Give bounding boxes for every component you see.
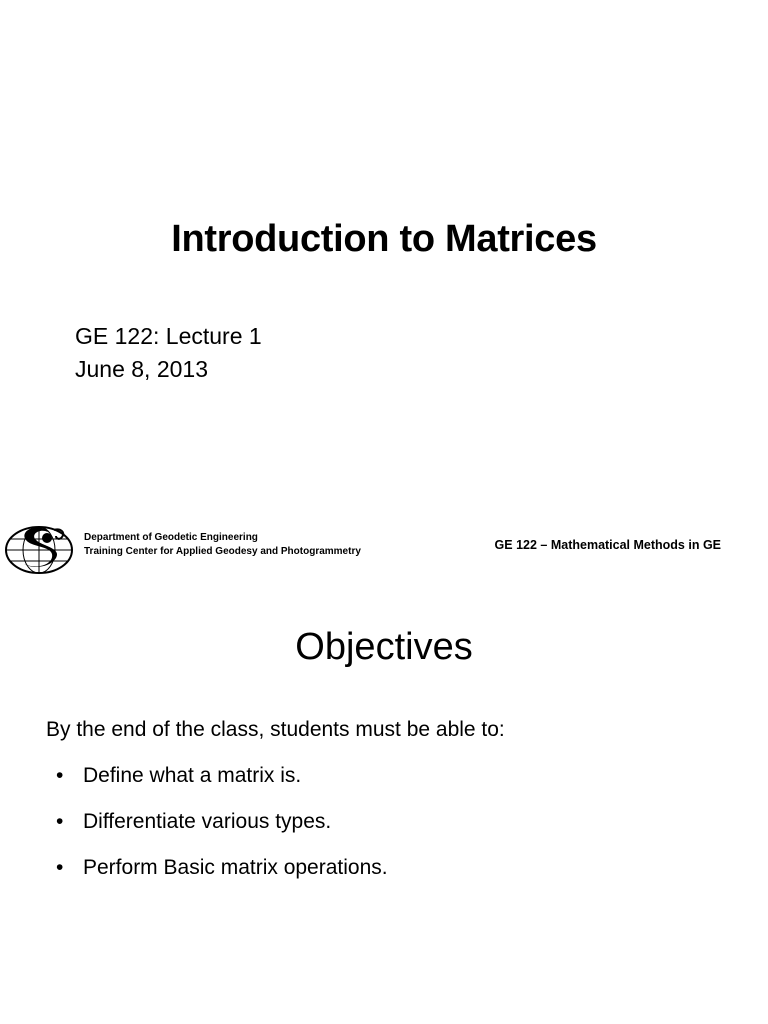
list-item <box>56 856 388 902</box>
objectives-slide <box>0 590 768 1024</box>
globe-logo-icon <box>2 522 76 576</box>
bullet-icon: • <box>56 764 64 787</box>
subtitle-course-line: GE 122: Lecture 1 <box>75 323 262 349</box>
bullet-icon: • <box>56 810 64 833</box>
list-item-text: Define what a matrix is. <box>83 764 302 787</box>
slide-subtitle <box>75 320 262 386</box>
list-item <box>56 810 388 856</box>
footer-course-title: GE 122 – Mathematical Methods in GE <box>494 538 721 552</box>
footer-department <box>84 531 361 559</box>
footer-department-name: Department of Geodetic Engineering <box>84 532 258 543</box>
objectives-intro: By the end of the class, students must be able to: <box>46 718 505 741</box>
footer-center-name: Training Center for Applied Geodesy and Photogrammetry <box>84 546 361 557</box>
bullet-icon: • <box>56 856 64 879</box>
list-item-text: Differentiate various types. <box>83 810 332 833</box>
objectives-list <box>56 764 388 902</box>
slide-title: Objectives <box>295 626 473 668</box>
list-item <box>56 764 388 810</box>
subtitle-date-line: June 8, 2013 <box>75 356 209 382</box>
slide-title: Introduction to Matrices <box>171 218 597 260</box>
list-item-text: Perform Basic matrix operations. <box>83 856 388 879</box>
